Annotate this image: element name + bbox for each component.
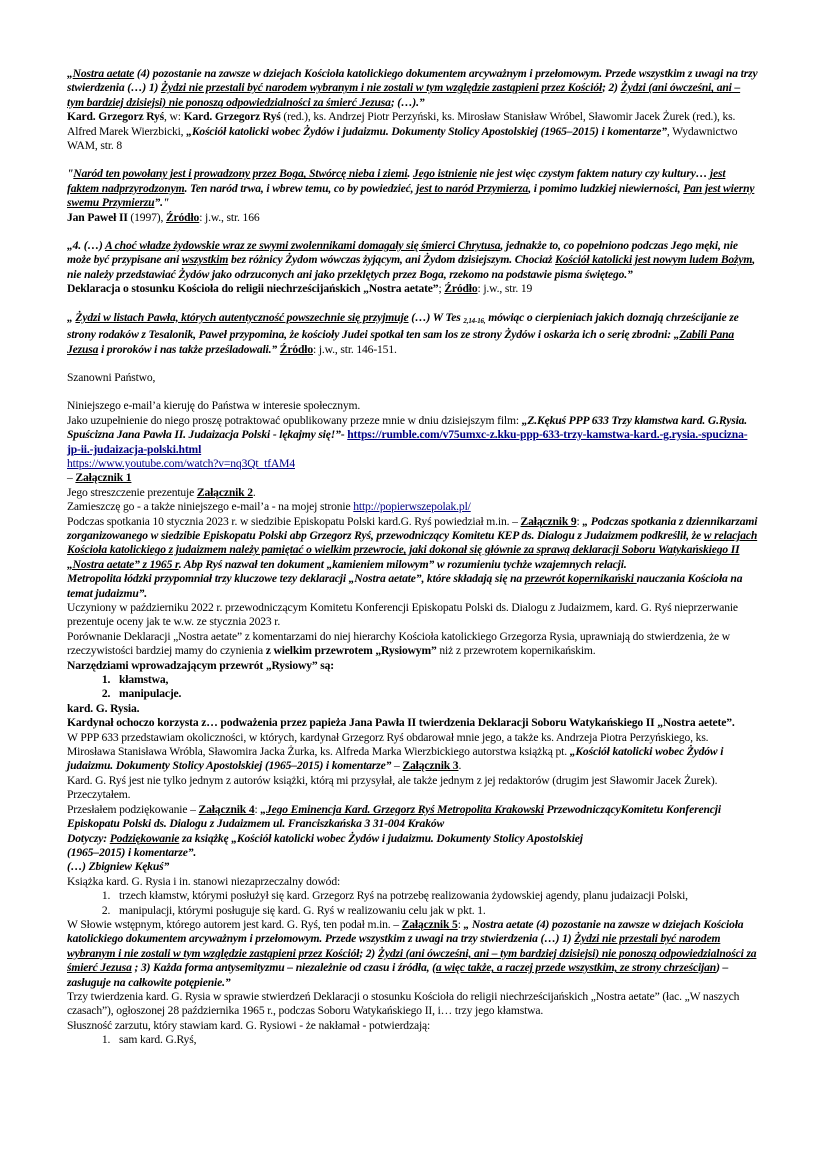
attachment-1-link[interactable]: Załącznik 1 [75,471,132,485]
youtube-link[interactable]: https://www.youtube.com/watch?v=nq3Qt_tfAM4 [67,456,295,470]
metropolitan-paragraph: Metropolita łódzki przypomniał trzy kluczowe tezy deklaracji „Nostra aetate”, które składają się na przewrót kopernikański nauczania Kościoła na temat judaizmu”. [67,572,743,600]
website-paragraph: Zamieszczę go - a także niniejszego e-mail’a - na mojej stronie http://popierwszepolak.pl/ [67,500,471,514]
regarding-line-2: (1965–2015) i komentarze”. [67,845,197,859]
confirm-list [67,1033,759,1047]
comparison-paragraph: Porównanie Deklaracji „Nostra aetate” z komentarzami do niej hierarchy Kościoła katolickiego Grzegorza Rysia, uprawniają do stwierdzenia, że w rzeczywistości bardziej mamy do czynienia z wielkim przewrotem „Rysiowym” niż z przewrotem kopernikańskim. [67,629,730,658]
three-claims-paragraph: Trzy twierdzenia kard. G. Rysia w sprawie stwierdzeń Deklaracji o stosunku Kościoła do religii niechrześcijańskich „Nostra aetate” (łac. „W naszych czasach”), ogłoszonej 28 października 1965 r., podczas Soboru Watykańskiego II, i… trzy jego kłamstwa. [67,989,740,1018]
quote-nostra-aetate: „Nostra aetate (4) pozostanie na zawsze w dziejach Kościoła katolickiego dokumentem arcyważnym i przełomowym. Przede wszystkim z uwagi na trzy stwierdzenia (…) 1) Żydzi nie przestali być narodem wybranym i nie zostali w tym względzie zastąpieni przez Kościół; 2) Żydzi (ani ówcześni, ani – tym bardziej dzisiejsi) nie ponoszą odpowiedzialności za śmierć Jezusa; (…).” [67,67,758,109]
citation-3: Deklaracja o stosunku Kościoła do religii niechrześcijańskich „Nostra aetate”; Źródło: j.w., str. 19 [67,282,533,296]
regarding-line: Dotyczy: Podziękowanie za książkę „Kościół katolicki wobec Żydów i judaizmu. Dokumenty Stolicy Apostolskiej [67,831,583,845]
tools-item: 1. kłamstwa, [113,673,759,687]
read-paragraph: Przeczytałem. [67,788,131,802]
website-link[interactable]: http://popierwszepolak.pl/ [353,500,471,514]
citation-1: Kard. Grzegorz Ryś, w: Kard. Grzegorz Ryś (red.), ks. Andrzej Piotr Perzyński, ks. Mirosław Stanisław Wróbel, Sławomir Jacek Żurek (red.), ks. Alfred Marek Wierzbicki, „Kościół katolicki wobec Żydów i judaizmu. Dokumenty Stolicy Apostolskiej (1965–2015) i komentarze”, Wydawnictwo WAM, str. 8 [67,110,738,153]
citation-2: Jan Paweł II (1997), Źródło: j.w., str. 166 [67,210,260,224]
quote-pawel: „ Żydzi w listach Pawła, których autentyczność powszechnie się przyjmuje (…) W Tes $_{2,14-16,}$ mówiąc o cierpieniach jakich doznają chrześcijanie ze strony rodaków z Tesalonik, Paweł przypomina, że kościoły Judei spotkał ten sam los ze strony Żydów i oskarża ich o serię zbrodni: „Zabili Pana Jezusa i proroków i nas także prześladowali.” Źródło: j.w., str. 146-151. [67,310,739,356]
attachment-2-link[interactable]: Załącznik 2 [196,485,253,499]
proof-heading: Książka kard. G. Rysia i in. stanowi niezaprzeczalny dowód: [67,874,341,888]
attachment-3-link[interactable]: Załącznik 3 [402,759,459,773]
proof-list [67,889,759,918]
confirm-item: 1. sam kard. G.Ryś, [113,1033,759,1047]
book-paragraph: W PPP 633 przedstawiam okoliczności, w których, kardynał Grzegorz Ryś obdarował mnie jego, a także ks. Andrzeja Piotra Perzyńskiego, ks. Mirosława Stanisława Wróbla, Sławomira Jacka Żurka, ks. Alfreda Marka Wierzbickiego autorstwa książką pt. „Kościół katolicki wobec Żydów i judaizmu. Dokumenty Stolicy Apostolskiej (1965–2015) i komentarze” – Załącznik 3. [67,730,724,773]
appointment-paragraph: Uczyniony w październiku 2022 r. przewodniczącym Komitetu Konferencji Episkopatu Polski ds. Dialogu z Judaizmem, kard. G. Ryś nieprzerwanie prezentuje oceny jak te w.w. ze stycznia 2023 r. [67,601,738,629]
authors-paragraph: Kard. G. Ryś jest nie tylko jednym z autorów książki, którą mi przysyłał, ale także jednym z jej redaktorów (drugim jest Sławomir Jacek Żurek). [67,773,718,787]
rumble-link[interactable]: https://rumble.com/v75umxc-z.kku-ppp-633-trzy-kamstwa-kard.-g.rysia.-spucizna-jp-ii.-judaizacja-polski.html [67,428,748,456]
attachment-1-line: – Załącznik 1 [67,471,132,485]
confirm-heading: Słuszność zarzutu, który stawiam kard. G. Rysiowi - że nakłamał - potwierdzają: [67,1018,431,1032]
signature-line: (…) Zbigniew Kękuś” [67,860,170,874]
summary-paragraph: Jego streszczenie prezentuje Załącznik 2. [67,485,256,499]
greeting: Szanowni Państwo, [67,370,156,384]
cardinal-paragraph: Kardynał ochoczo korzysta z… podważenia przez papieża Jana Pawła II twierdzenia Deklaracji Soboru Watykańskiego II „Nostra aetete”. [67,716,735,730]
attachment-9-link[interactable]: Załącznik 9 [520,514,577,528]
attachment-4-link[interactable]: Załącznik 4 [198,802,255,816]
document-page [67,67,759,1048]
intro-paragraph: Niniejszego e-mail’a kieruję do Państwa w interesie społecznym. [67,399,361,413]
foreword-paragraph: W Słowie wstępnym, którego autorem jest kard. G. Ryś, ten podał m.in. – Załącznik 5: „ Nostra aetate (4) pozostanie na zawsze w dziejach Kościoła katolickiego dokumentem arcyważnym i przełomowym. Przede wszystkim z uwagi na trzy stwierdzenia (…) 1) Żydzi nie przestali być narodem wybranym i nie zostali w tym względzie zastąpieni przez Kościół; 2) Żydzi (ani ówcześni, ani – tym bardziej dzisiejsi) nie ponoszą odpowiedzialności za śmierć Jezusa ; 3) Każda forma antysemityzmu – niezależnie od czasu i źródła, (a więc także, a raczej przede wszystkim, ze strony chrześcijan) – zasługuje na całkowite potępienie.” [67,917,757,989]
proof-item: 2. manipulacji, którymi posługuje się kard. G. Ryś w realizowaniu celu jak w pkt. 1. [113,904,759,918]
youtube-line [67,457,759,471]
film-paragraph: Jako uzupełnienie do niego proszę potraktować opublikowany przeze mnie w dniu dzisiejszym film: „Z.Kękuś PPP 633 Trzy kłamstwa kard. G.Rysia. Spuścizna Jana Pawła II. Judaizacja Polski - lękajmy się!”- https://rumble.com/v75umxc-z.kku-ppp-633-trzy-kamstwa-kard.-g.rysia.-spucizna-jp-ii.-judaizacja-polski.html [67,413,748,456]
tools-list [67,673,759,702]
quote-declaration: „4. (…) A choć władze żydowskie wraz ze swymi zwolennikami domagały się śmierci Chrytusa, jednakże to, co popełniono podczas Jego męki, nie może być przypisane ani wszystkim bez różnicy Żydom wówczas żyjącym, ani Żydom dzisiejszym. Chociaż Kościół katolicki jest nowym ludem Bożym, nie należy przedstawiać Żydów jako odrzuconych ani jako przeklętych przez Boga, rzekomo na podstawie pisma świętego.” [67,239,756,281]
tools-item: 2. manipulacje. [113,687,759,701]
thanks-paragraph: Przesłałem podziękowanie – Załącznik 4: „Jego Eminencja Kard. Grzegorz Ryś Metropolita Krakowski PrzewodniczącyKomitetu Konferencji Episkopatu Polski ds. Dialogu z Judaizmem ul. Franciszkańska 3 31-004 Kraków [67,802,721,831]
tools-heading: Narzędziami wprowadzającym przewrót „Rysiowy” są: [67,658,334,672]
quote-jan-pawel: "Naród ten powołany jest i prowadzony przez Boga, Stwórcę nieba i ziemi. Jego istnienie nie jest więc czystym faktem natury czy kultury… jest faktem nadprzyrodzonym. Ten naród trwa, i wbrew temu, co by powiedzieć, jest to naród Przymierza, i pomimo ludzkiej niewierności, Pan jest wierny swemu Przymierzu”." [67,167,755,210]
tools-subject: kard. G. Rysia. [67,701,140,715]
attachment-5-link[interactable]: Załącznik 5 [401,917,458,931]
meeting-paragraph: Podczas spotkania 10 stycznia 2023 r. w siedzibie Episkopatu Polski kard.G. Ryś powiedział m.in. – Załącznik 9: „ Podczas spotkania z dziennikarzami zorganizowanego w siedzibie Episkopatu Polski abp Grzegorz Ryś, przewodniczący Komitetu KEP ds. Dialogu z Judaizmem podkreślił, że w relacjach Kościoła katolickiego z judaizmem należy pamiętać o wielkim przewrocie, jaki dokonał się głównie za sprawą deklaracji Soboru Watykańskiego II „Nostra aetate” z 1965 r. Abp Ryś nazwał ten dokument „kamieniem milowym” w rozumieniu tychże wzajemnych relacji. [67,514,758,571]
proof-item: 1. trzech kłamstw, którymi posłużył się kard. Grzegorz Ryś na potrzebę realizowania żydowskiej agendy, planu judaizacji Polski, [113,889,759,903]
